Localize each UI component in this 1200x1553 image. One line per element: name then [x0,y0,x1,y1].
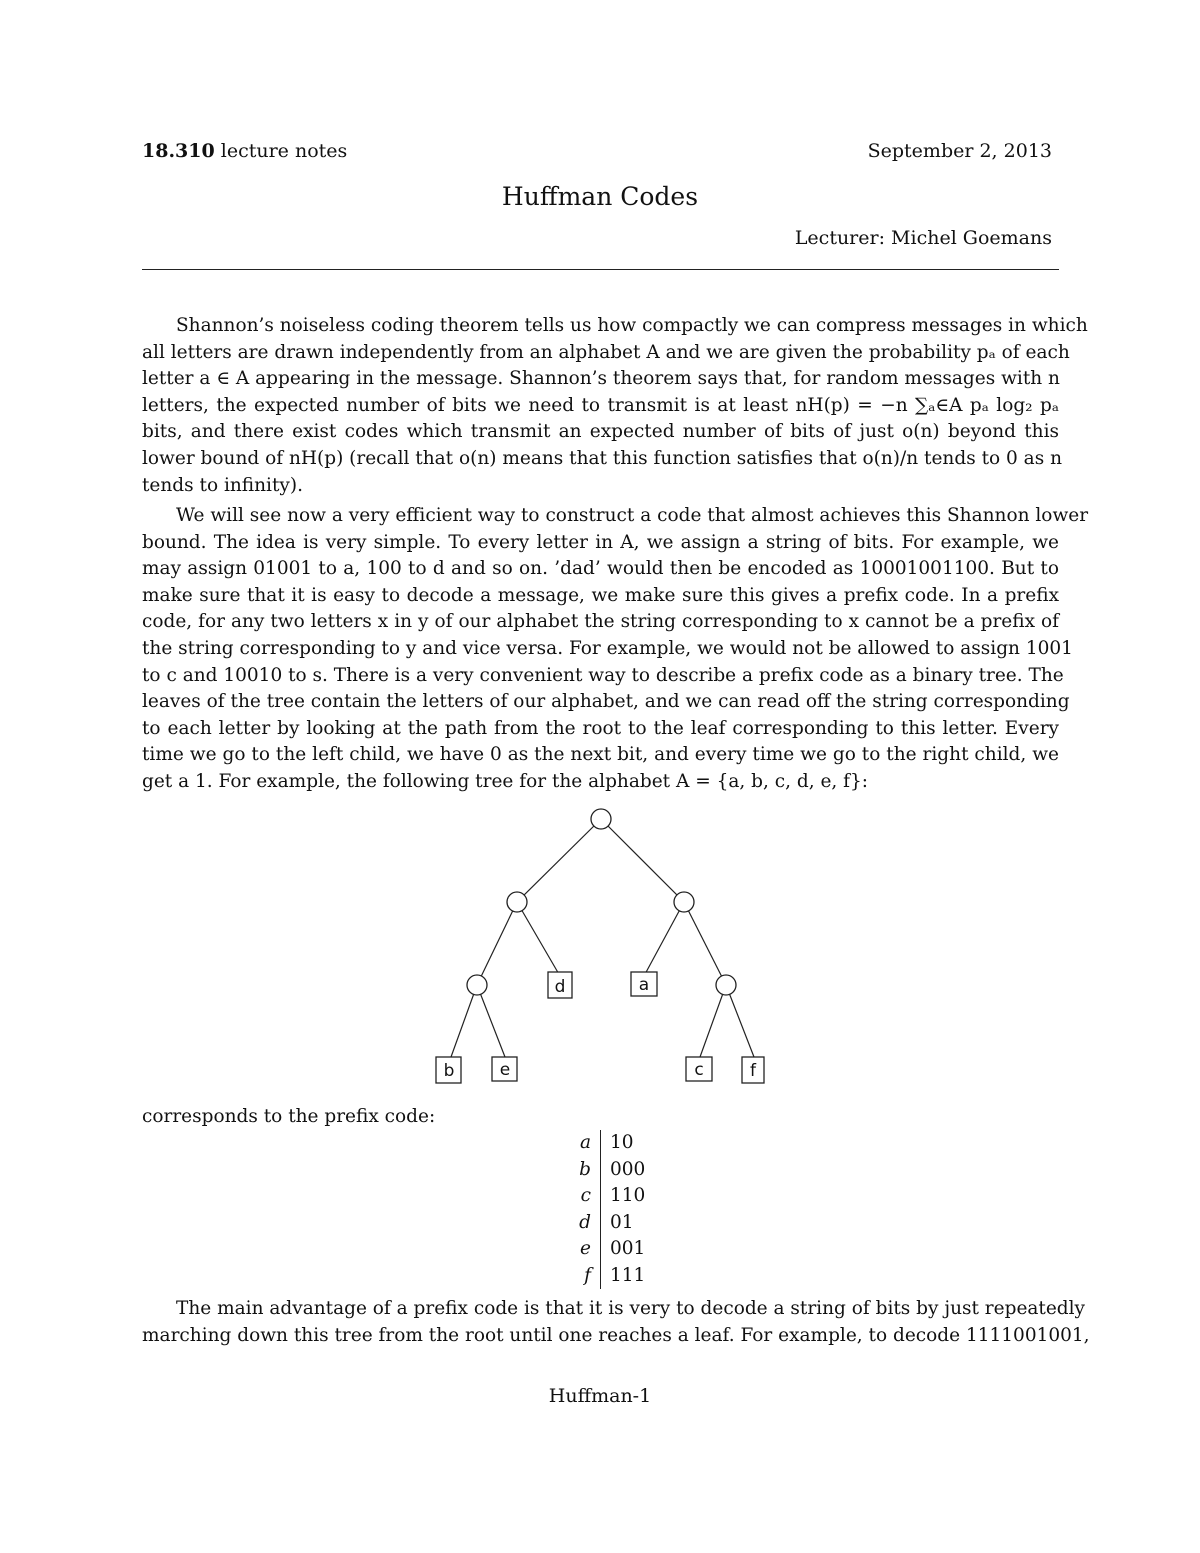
text-line: We will see now a very efficient way to construct a code that almost achieves this Shannon lower [176,505,1089,526]
text-line: to c and 10010 to s. There is a very convenient way to describe a prefix code as a binary tree. The [142,664,1064,686]
code-symbol: f [555,1263,601,1290]
tree-leaf-label: c [694,1060,704,1080]
text-line: tends to infinity). [142,474,303,496]
code-symbol: a [555,1130,601,1157]
course-header [142,140,347,162]
tree-internal-node [674,892,694,912]
text-line: The main advantage of a prefix code is that it is very to decode a string of bits by just repeatedly [176,1298,1086,1319]
code-row [555,1183,645,1210]
text-line: leaves of the tree contain the letters of our alphabet, and we can read off the string corresponding [142,691,1070,713]
code-symbol: e [555,1236,601,1263]
text-line: code, for any two letters x in y of our alphabet the string corresponding to x cannot be a prefix of [142,611,1059,633]
binary-tree-diagram [420,800,780,1100]
text-line: time we go to the left child, we have 0 as the next bit, and every time we go to the right child, we [142,744,1059,766]
code-bits: 10 [610,1132,634,1153]
code-bits: 01 [610,1211,634,1233]
text-line: marching down this tree from the root until one reaches a leaf. For example, to decode 1111001001, [142,1324,1090,1346]
paragraph-corresponds [142,1104,1059,1131]
header-rule [142,269,1059,270]
tree-edge [517,902,560,976]
code-bits: 001 [610,1238,646,1259]
tree-edge [726,985,754,1057]
tree-leaf-label: b [443,1061,455,1081]
tree-edge [477,985,505,1057]
text-line: may assign 01001 to a, 100 to d and so on. ’dad’ would then be encoded as 10001001100. But to [142,558,1059,580]
code-bits: 111 [610,1264,646,1286]
code-row [555,1157,645,1184]
code-symbol: d [555,1210,601,1237]
text-line: to each letter by looking at the path from the root to the leaf corresponding to this letter. Every [142,717,1059,739]
tree-edge [644,902,684,976]
text-line: get a 1. For example, the following tree for the alphabet A = {a, b, c, d, e, f}: [142,770,869,792]
tree-edge [451,985,477,1057]
lecturer: Lecturer: Michel Goemans [794,227,1052,249]
code-bits: 000 [610,1158,646,1180]
tree-edge [477,902,517,985]
page-title: Huffman Codes [501,182,699,211]
text-line: the string corresponding to y and vice versa. For example, we would not be allowed to assign 1001 [142,637,1073,659]
code-row [555,1236,645,1263]
course-number: 18.310 [142,140,215,162]
code-row [555,1263,645,1290]
tree-leaf-label: e [499,1060,511,1080]
prefix-code-table [555,1130,645,1289]
tree-internal-node [716,975,736,995]
tree-internal-node [467,975,487,995]
date: September 2, 2013 [867,140,1052,162]
tree-leaf-label: d [554,977,566,997]
text-line: letters, the expected number of bits we need to transmit is at least nH(p) = −n ∑ₐ∈A pₐ log₂ pₐ [142,394,1059,416]
tree-leaf-label: a [638,975,650,995]
text-line: bound. The idea is very simple. To every letter in A, we assign a string of bits. For example, we [142,531,1059,553]
text-line: lower bound of nH(p) (recall that o(n) means that this function satisfies that o(n)/n tends to 0 as n [142,447,1062,469]
code-bits: 110 [610,1185,646,1206]
tree-edge [517,819,601,902]
text-line: bits, and there exist codes which transmit an expected number of bits of just o(n) beyond this [142,421,1059,443]
paragraph-advantage [142,1296,1090,1349]
text-line: all letters are drawn independently from an alphabet A and we are given the probability pₐ of each [142,341,1070,363]
text-line: corresponds to the prefix code: [142,1106,436,1127]
paragraph-shannon [142,313,1088,499]
tree-edge [684,902,726,985]
page-footer: Huffman-1 [548,1385,652,1407]
tree-root-node [591,809,611,829]
code-symbol: b [555,1157,601,1184]
tree-internal-node [507,892,527,912]
tree-edge [700,985,726,1057]
text-line: letter a ∈ A appearing in the message. Shannon’s theorem says that, for random messages with n [142,368,1060,390]
text-line: Shannon’s noiseless coding theorem tells us how compactly we can compress messages in which [176,315,1088,336]
tree-edge [601,819,684,902]
tree-leaf-label: f [750,1061,756,1081]
course-suffix: lecture notes [220,140,348,162]
code-row [555,1130,645,1157]
paragraph-prefix-code [142,503,1089,796]
text-line: make sure that it is easy to decode a message, we make sure this gives a prefix code. In a prefix [142,584,1059,606]
code-row [555,1210,645,1237]
code-symbol: c [555,1183,601,1210]
